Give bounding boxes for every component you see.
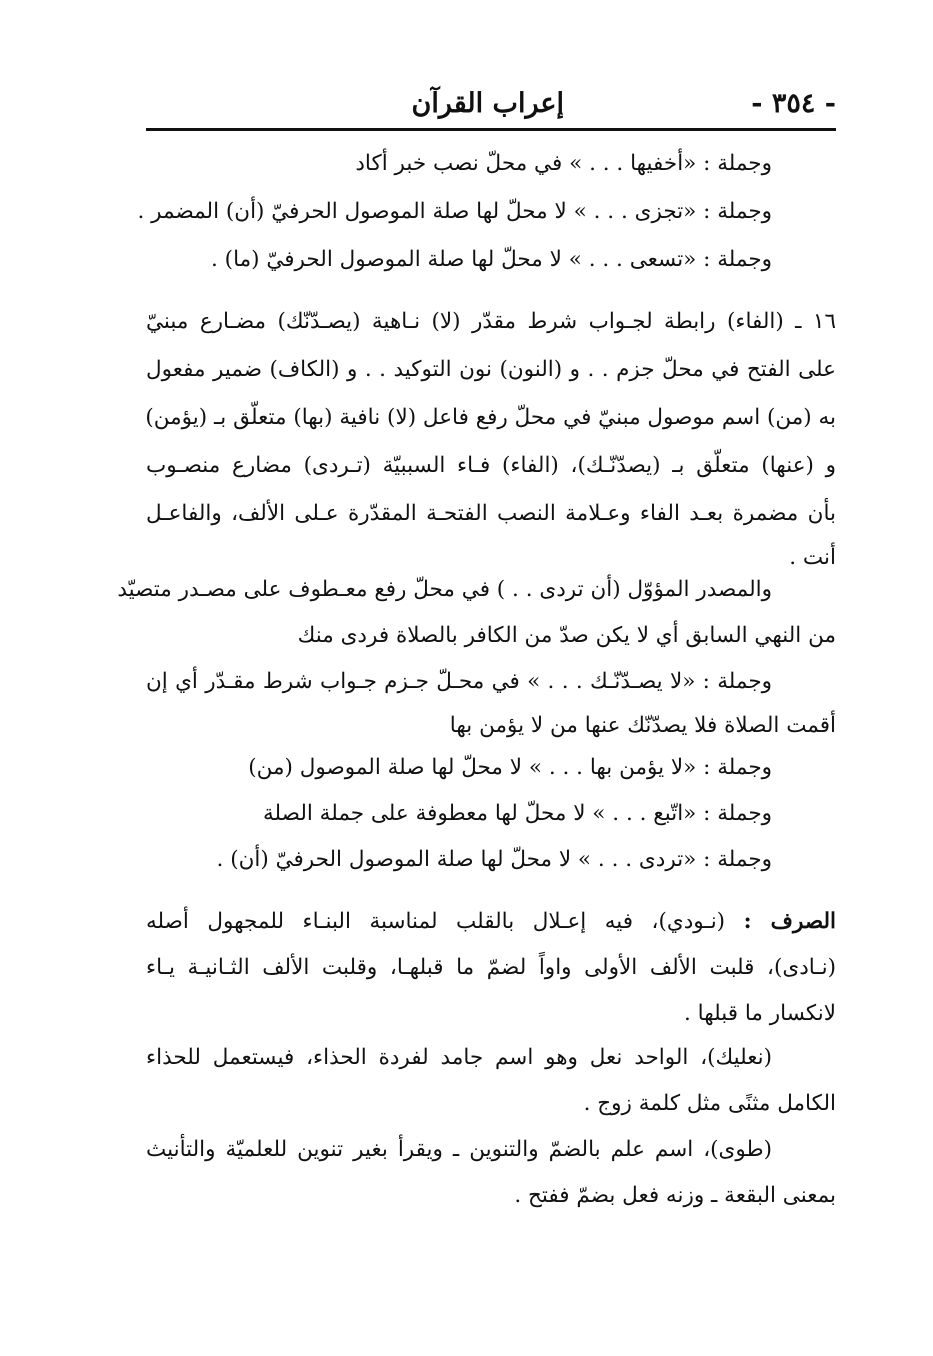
book-title: إعراب القرآن (411, 88, 564, 119)
paragraph-line: (نـادى)، قلبت الألف الأولى واواً لضمّ ما قبلهـا، وقلبت الألف الثـانيـة يـاء (146, 955, 836, 980)
paragraph-line: أنت . (789, 545, 836, 570)
jumla-line: وجملة : «تسعى . . . » لا محلّ لها صلة الموصول الحرفيّ (ما) . (211, 247, 772, 272)
sarf-first-line-text: (نـودي)، فيه إعـلال بالقلب لمناسبة البنـاء للمجهول أصله (146, 909, 744, 934)
jumla-line: وجملة : «تجزى . . . » لا محلّ لها صلة الموصول الحرفيّ (أن) المضمر . (137, 199, 772, 224)
page-number: - ٣٥٤ - (751, 88, 836, 119)
paragraph-line: (نعليك)، الواحد نعل وهو اسم جامد لفردة الحذاء، فيستعمل للحذاء (146, 1045, 772, 1070)
paragraph-line: بمعنى البقعة ـ وزنه فعل بضمّ ففتح . (514, 1183, 836, 1208)
jumla-line: وجملة : «اتّبع . . . » لا محلّ لها معطوفة على جملة الصلة (263, 801, 772, 826)
paragraph-line: أقمت الصلاة فلا يصدّنّك عنها من لا يؤمن بها (449, 713, 836, 738)
jumla-line: وجملة : «لا يؤمن بها . . . » لا محلّ لها صلة الموصول (من) (248, 755, 772, 780)
jumla-line: وجملة : «تردى . . . » لا محلّ لها صلة الموصول الحرفيّ (أن) . (216, 847, 772, 872)
paragraph-line: من النهي السابق أي لا يكن صدّ من الكافر بالصلاة فردى منك (297, 623, 836, 648)
paragraph-line: لانكسار ما قبلها . (684, 1001, 836, 1026)
paragraph-line: بأن مضمرة بعـد الفاء وعـلامة النصب الفتحـة المقدّرة عـلى الألف، والفاعـل (146, 501, 836, 526)
paragraph-line: وجملة : «لا يصـدّنّـك . . . » في محـلّ جـزم جـواب شرط مقـدّر أي إن (146, 669, 772, 694)
paragraph-line: الكامل مثنًى مثل كلمة زوج . (583, 1091, 836, 1116)
paragraph-line: به (من) اسم موصول مبنيّ في محلّ رفع فاعل (لا) نافية (بها) متعلّق بـ (يؤمن) (145, 405, 836, 430)
page-header (146, 84, 836, 130)
paragraph-line: و (عنها) متعلّق بـ (يصدّنّـك)، (الفاء) فـاء السببيّة (تـردى) مضارع منصـوب (146, 453, 836, 478)
paragraph-line: ١٦ ـ (الفاء) رابطة لجـواب شرط مقدّر (لا) نـاهية (يصـدّنّك) مضـارع مبنيّ (146, 309, 836, 334)
paragraph-line: والمصدر المؤوّل (أن تردى . . ) في محلّ رفع معـطوف على مصـدر متصيّد (117, 577, 772, 602)
paragraph-line: على الفتح في محلّ جزم . . و (النون) نون التوكيد . . و (الكاف) ضمير مفعول (146, 357, 836, 382)
paragraph-line: (طوى)، اسم علم بالضمّ والتنوين ـ ويقرأ بغير تنوين للعلميّة والتأنيث (146, 1137, 772, 1162)
header-divider (146, 128, 836, 131)
jumla-line: وجملة : «أخفيها . . . » في محلّ نصب خبر أكاد (355, 151, 772, 176)
sarf-first-line (146, 898, 836, 946)
sarf-term: الصرف : (743, 909, 836, 934)
